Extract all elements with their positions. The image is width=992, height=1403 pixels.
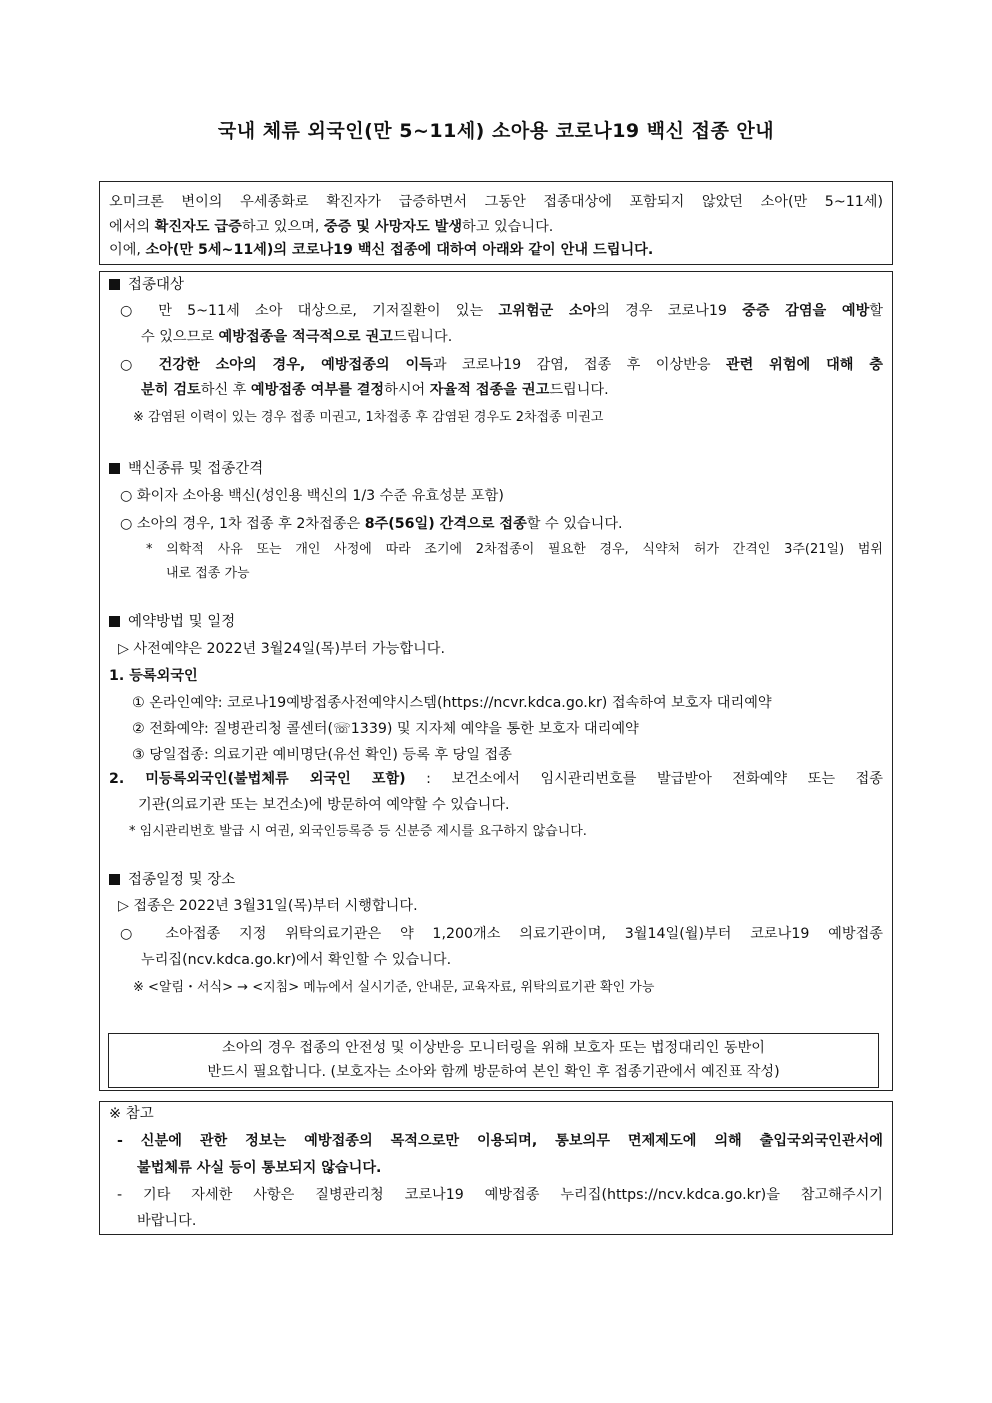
s3-group-2-line-2: 기관(의료기관 또는 보건소)에 방문하여 예약할 수 있습니다.	[138, 797, 510, 813]
emphasis: 2. 미등록외국인(불법체류 외국인 포함)	[109, 771, 406, 787]
s1-bullet-1-line-1	[120, 301, 883, 321]
text: 하신 후	[200, 382, 251, 398]
section-header-reservation	[109, 612, 235, 632]
reference-box	[99, 1101, 893, 1235]
emphasis: 분히 검토	[141, 382, 201, 398]
s2-bullet-2	[120, 514, 623, 534]
section-header-vaccine	[109, 459, 263, 479]
emphasis: 8주(56일) 간격으로 접종	[364, 516, 527, 532]
reference-bullet-1-line-2: 불법체류 사실 등이 통보되지 않습니다.	[137, 1160, 382, 1176]
s3-item-3: ③ 당일접종: 의료기관 예비명단(유선 확인) 등록 후 당일 접종	[132, 747, 512, 763]
s3-group-1: 1. 등록외국인	[109, 668, 198, 684]
square-bullet-icon	[109, 616, 120, 627]
intro-text: 하고 있습니다.	[462, 219, 554, 235]
s2-bullet-1: ○ 화이자 소아용 백신(성인용 백신의 1/3 수준 유효성분 포함)	[120, 488, 504, 504]
s4-bullet-line-2: 누리집(ncv.kdca.go.kr)에서 확인할 수 있습니다.	[141, 952, 452, 968]
s3-item-2: ② 전화예약: 질병관리청 콜센터(☏1339) 및 지자체 예약을 통한 보호자 대리예약	[132, 721, 639, 737]
main-box	[99, 271, 893, 1091]
s1-bullet-1-line-2	[141, 327, 452, 347]
s3-item-1: ① 온라인예약: 코로나19예방접종사전예약시스템(https://ncvr.kdca.go.kr) 접속하여 보호자 대리예약	[132, 695, 772, 711]
s3-pre-reservation: ▷ 사전예약은 2022년 3월24일(목)부터 가능합니다.	[118, 641, 445, 657]
s3-note: * 임시관리번호 발급 시 여권, 외국인등록증 등 신분증 제시를 요구하지 않습니다.	[129, 824, 587, 839]
section-header-label: 백신종류 및 접종간격	[128, 461, 264, 477]
text: 수 있으므로	[141, 329, 219, 345]
s4-bullet-line-1: ○ 소아접종 지정 위탁의료기관은 약 1,200개소 의료기관이며, 3월14일(월)부터 코로나19 예방접종	[120, 926, 883, 942]
section-header-label: 접종일정 및 장소	[128, 872, 236, 888]
intro-emphasis: 확진자도 급증	[154, 219, 242, 235]
text: 하시어	[384, 382, 430, 398]
text: 드립니다.	[392, 329, 453, 345]
emphasis: 건강한 소아의 경우, 예방접종의 이득	[158, 357, 433, 373]
reference-bullet-2-line-2: 바랍니다.	[137, 1213, 197, 1229]
guardian-notice-box	[108, 1033, 879, 1088]
text: 할	[869, 303, 883, 319]
section-header-label: 예약방법 및 일정	[128, 614, 236, 630]
emphasis: 중증 감염을 예방	[742, 303, 870, 319]
s2-note-line-2: 내로 접종 가능	[166, 566, 250, 581]
reference-header: ※ 참고	[109, 1106, 154, 1122]
intro-text: 이에,	[109, 242, 146, 258]
text: : 보건소에서 임시관리번호를 발급받아 전화예약 또는 접종	[405, 771, 883, 787]
section-header-label: 접종대상	[128, 277, 185, 293]
intro-box	[99, 181, 893, 265]
text: ○	[120, 357, 159, 373]
square-bullet-icon	[109, 874, 120, 885]
emphasis: 고위험군 소아	[498, 303, 597, 319]
text: 드립니다.	[549, 382, 609, 398]
intro-line-3	[109, 240, 653, 260]
intro-line-1: 오미크론 변이의 우세종화로 확진자가 급증하면서 그동안 접종대상에 포함되지 않았던 소아(만 5~11세)	[109, 194, 883, 210]
text: ○ 만 5~11세 소아 대상으로, 기저질환이 있는	[120, 303, 499, 319]
intro-emphasis: 소아(만 5세~11세)의 코로나19 백신 접종에 대하여 아래와 같이 안내 드립니다.	[145, 242, 654, 258]
s1-bullet-2-line-2	[141, 380, 609, 400]
s4-note: ※ <알림・서식> → <지침> 메뉴에서 실시기준, 안내문, 교육자료, 위탁의료기관 확인 가능	[133, 980, 655, 995]
intro-text: 에서의	[109, 219, 155, 235]
text: 의 경우 코로나19	[596, 303, 743, 319]
guardian-notice-line-1: 소아의 경우 접종의 안전성 및 이상반응 모니터링을 위해 보호자 또는 법정대리인 동반이	[222, 1040, 765, 1056]
intro-line-2	[109, 217, 553, 237]
emphasis: 예방접종을 적극적으로 권고	[218, 329, 393, 345]
intro-text: 하고 있으며,	[241, 219, 324, 235]
emphasis: 관련 위험에 대해 충	[725, 357, 884, 373]
s2-note-line-1: * 의학적 사유 또는 개인 사정에 따라 조기에 2차접종이 필요한 경우, 식약처 허가 간격인 3주(21일) 범위	[146, 542, 883, 557]
text: 할 수 있습니다.	[526, 516, 623, 532]
s1-note: ※ 감염된 이력이 있는 경우 접종 미권고, 1차접종 후 감염된 경우도 2차접종 미권고	[133, 410, 604, 425]
page-title: 국내 체류 외국인(만 5~11세) 소아용 코로나19 백신 접종 안내	[217, 120, 775, 142]
section-header-target	[109, 275, 184, 295]
intro-emphasis: 중증 및 사망자도 발생	[323, 219, 463, 235]
reference-bullet-2-line-1: - 기타 자세한 사항은 질병관리청 코로나19 예방접종 누리집(https://ncv.kdca.go.kr)을 참고해주시기	[117, 1187, 883, 1203]
s4-start: ▷ 접종은 2022년 3월31일(목)부터 시행합니다.	[118, 898, 418, 914]
guardian-notice-line-2: 반드시 필요합니다. (보호자는 소아와 함께 방문하여 본인 확인 후 접종기관에서 예진표 작성)	[207, 1064, 780, 1080]
s3-group-2-line-1	[109, 769, 883, 789]
s1-bullet-2-line-1	[120, 355, 883, 375]
square-bullet-icon	[109, 279, 120, 290]
square-bullet-icon	[109, 463, 120, 474]
section-header-schedule	[109, 870, 235, 890]
emphasis: 예방접종 여부를 결정	[250, 382, 385, 398]
text: 과 코로나19 감염, 접종 후 이상반응	[432, 357, 726, 373]
text: ○ 소아의 경우, 1차 접종 후 2차접종은	[120, 516, 365, 532]
reference-bullet-1-line-1: - 신분에 관한 정보는 예방접종의 목적으로만 이용되며, 통보의무 면제제도에 의해 출입국외국인관서에	[117, 1133, 883, 1149]
emphasis: 자율적 접종을 권고	[429, 382, 550, 398]
